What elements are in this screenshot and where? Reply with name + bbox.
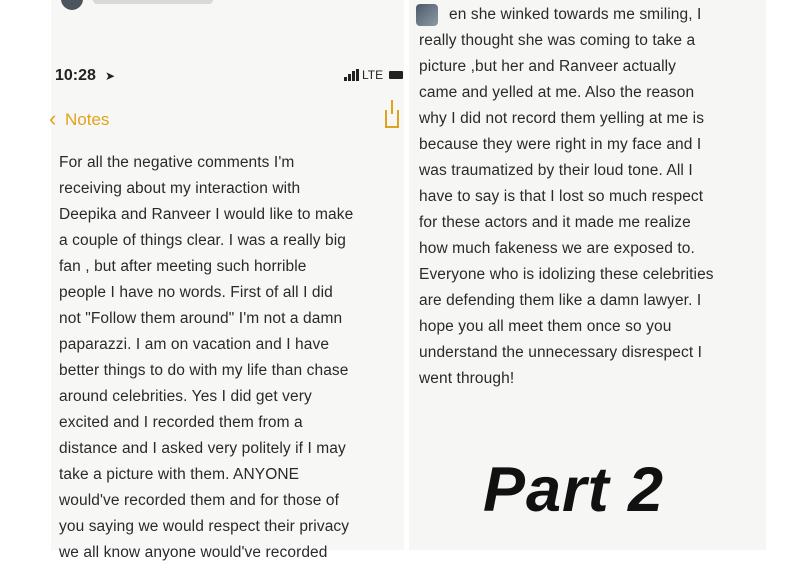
- note-line: went through!: [419, 370, 515, 387]
- location-arrow-icon: ➤: [105, 69, 116, 83]
- note-line: around celebrities. Yes I did get very: [59, 388, 312, 405]
- note-line: paparazzi. I am on vacation and I have: [59, 336, 330, 353]
- note-line: Everyone who is idolizing these celebrities: [419, 266, 714, 283]
- note-line: en she winked towards me smiling, I: [449, 6, 702, 23]
- note-line: because they were right in my face and I: [419, 136, 702, 153]
- part-label: Part 2: [483, 455, 665, 525]
- note-line: was traumatized by their loud tone. All I: [419, 162, 693, 179]
- note-line: Deepika and Ranveer I would like to make: [59, 206, 354, 223]
- note-line: are defending them like a damn lawyer. I: [419, 292, 702, 309]
- note-line: better things to do with my life than chase: [59, 362, 349, 379]
- notes-nav-bar: [51, 106, 404, 136]
- story-header-left: [51, 0, 404, 8]
- share-icon[interactable]: [385, 110, 399, 128]
- username-placeholder: [93, 0, 213, 4]
- back-button[interactable]: Notes: [65, 110, 110, 129]
- note-line: For all the negative comments I'm: [59, 154, 295, 171]
- note-line: came and yelled at me. Also the reason: [419, 84, 695, 101]
- note-line: fan , but after meeting such horrible: [59, 258, 307, 275]
- status-bar: [51, 62, 404, 88]
- note-line: how much fakeness we are exposed to.: [419, 240, 695, 257]
- note-line: why I did not record them yelling at me is: [419, 110, 705, 127]
- battery-icon: [389, 71, 403, 79]
- note-line: for these actors and it made me realize: [419, 214, 691, 231]
- note-line: have to say is that I lost so much respect: [419, 188, 704, 205]
- network-label: LTE: [362, 68, 384, 82]
- note-line: would've recorded them and for those of: [59, 492, 339, 509]
- note-line: people I have no words. First of all I did: [59, 284, 333, 301]
- note-line: really thought she was coming to take a: [419, 32, 696, 49]
- note-line: we all know anyone would've recorded: [59, 544, 328, 561]
- note-line: excited and I recorded them from a: [59, 414, 303, 431]
- note-body-left: [59, 150, 404, 566]
- note-line: a couple of things clear. I was a really big: [59, 232, 347, 249]
- story-panel-left: [49, 0, 404, 561]
- note-line: hope you all meet them once so you: [419, 318, 672, 335]
- note-line: understand the unnecessary disrespect I: [419, 344, 703, 361]
- note-line: distance and I asked very politely if I may: [59, 440, 346, 457]
- avatar[interactable]: [61, 0, 83, 10]
- note-line: receiving about my interaction with: [59, 180, 301, 197]
- note-line: you saying we would respect their privacy: [59, 518, 350, 535]
- status-time: 10:28: [55, 67, 96, 84]
- signal-icon: [344, 69, 360, 81]
- chevron-left-icon[interactable]: ‹: [49, 106, 57, 131]
- story-panel-right: [409, 0, 766, 550]
- note-line: not "Follow them around" I'm not a damn: [59, 310, 343, 327]
- note-body-right: [419, 2, 769, 392]
- note-line: picture ,but her and Ranveer actually: [419, 58, 677, 75]
- note-line: take a picture with them. ANYONE: [59, 466, 300, 483]
